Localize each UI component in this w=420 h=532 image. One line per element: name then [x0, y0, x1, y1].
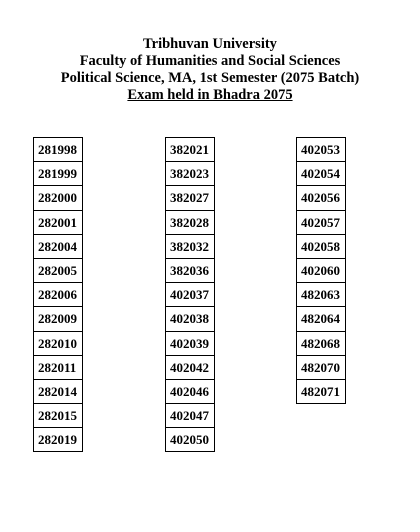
symbol-number-cell: 281999 [34, 162, 82, 186]
results-column-3 [296, 137, 346, 404]
symbol-number-cell: 482063 [297, 283, 345, 307]
results-column-1 [33, 137, 83, 452]
program-title: Political Science, MA, 1st Semester (2075 Batch) [60, 70, 360, 86]
symbol-number-cell: 382028 [166, 211, 214, 235]
symbol-number-cell: 282000 [34, 186, 82, 210]
symbol-number-cell: 402056 [297, 186, 345, 210]
faculty-title: Faculty of Humanities and Social Sciences [79, 53, 341, 69]
symbol-number-cell: 282005 [34, 259, 82, 283]
symbol-number-cell: 402046 [166, 380, 214, 404]
symbol-number-cell: 402057 [297, 211, 345, 235]
symbol-number-cell: 402054 [297, 162, 345, 186]
symbol-number-cell: 382032 [166, 235, 214, 259]
symbol-number-cell: 482070 [297, 356, 345, 380]
results-column-2 [165, 137, 215, 452]
symbol-number-cell: 282004 [34, 235, 82, 259]
symbol-number-cell: 402058 [297, 235, 345, 259]
symbol-number-cell: 482071 [297, 380, 345, 404]
university-title: Tribhuvan University [143, 36, 277, 52]
symbol-number-cell: 402053 [297, 138, 345, 162]
symbol-number-cell: 282009 [34, 307, 82, 331]
symbol-number-cell: 382021 [166, 138, 214, 162]
symbol-number-cell: 402047 [166, 404, 214, 428]
document-header [0, 36, 420, 104]
symbol-number-cell: 402037 [166, 283, 214, 307]
symbol-number-cell: 282010 [34, 332, 82, 356]
symbol-number-cell: 402038 [166, 307, 214, 331]
symbol-number-cell: 282006 [34, 283, 82, 307]
symbol-number-cell: 282001 [34, 211, 82, 235]
symbol-number-cell: 402042 [166, 356, 214, 380]
symbol-number-cell: 282011 [34, 356, 82, 380]
symbol-number-cell: 482064 [297, 307, 345, 331]
symbol-number-cell: 282015 [34, 404, 82, 428]
symbol-number-cell: 382027 [166, 186, 214, 210]
symbol-number-cell: 382023 [166, 162, 214, 186]
symbol-number-cell: 402050 [166, 428, 214, 452]
symbol-number-cell: 282019 [34, 428, 82, 452]
symbol-number-cell: 482068 [297, 332, 345, 356]
symbol-number-cell: 382036 [166, 259, 214, 283]
symbol-number-cell: 402060 [297, 259, 345, 283]
symbol-number-cell: 282014 [34, 380, 82, 404]
symbol-number-cell: 402039 [166, 332, 214, 356]
symbol-number-cell: 281998 [34, 138, 82, 162]
exam-title: Exam held in Bhadra 2075 [127, 87, 293, 103]
